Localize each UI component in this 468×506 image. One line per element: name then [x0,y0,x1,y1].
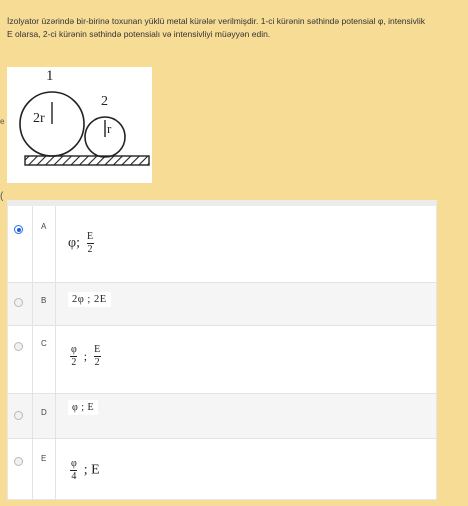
option-c-fraction-1-numerator: φ [71,344,77,355]
option-c-answer [68,344,103,369]
option-c-separator: ; [83,349,88,363]
insulator-base [25,156,149,165]
option-b-radio[interactable] [14,298,23,307]
edge-mark-top: e [0,117,5,126]
option-a-letter: A [41,222,47,231]
option-e-fraction-denominator: 4 [71,471,77,482]
option-d-letter: D [41,408,47,417]
option-a-phi: φ; [68,235,80,251]
option-d-radio[interactable] [14,411,23,420]
option-e-fraction [70,458,78,483]
option-e-tail: ; E [83,462,100,478]
option-a-fraction-denominator: 2 [87,244,93,255]
option-a-answer [68,231,96,256]
answer-options [7,200,437,500]
edge-mark-mid: ( [0,191,4,202]
sphere-1-radius-label: 2r [33,111,45,126]
option-row-a[interactable] [8,206,436,283]
option-c-radio[interactable] [14,342,23,351]
option-d-answer: φ ; E [68,400,98,415]
option-b-letter: B [41,296,47,305]
question-figure [7,67,152,183]
option-c-fraction-1 [70,344,78,369]
sphere-1-label: 1 [46,68,54,84]
question-text: İzolyator üzərində bir-birinə toxunan yüklü metal kürələr verilmişdir. 1-ci kürənin səthində potensial φ, intensivlik E olarsa, 2-ci kürənin səthində potensialı və intensivliyi müəyyən edin. [7,16,425,39]
sphere-2-radius-label: r [107,121,112,136]
option-e-letter: E [41,454,47,463]
option-c-fraction-1-denominator: 2 [71,357,77,368]
option-a-radio[interactable] [14,225,23,234]
spheres-diagram [7,67,152,183]
option-e-radio[interactable] [14,457,23,466]
option-row-e[interactable] [8,439,436,500]
option-row-c[interactable] [8,326,436,394]
option-b-answer: 2φ ; 2E [68,292,111,307]
option-row-d[interactable] [8,394,436,439]
option-c-fraction-2-numerator: E [94,344,101,355]
option-a-fraction-numerator: E [86,231,94,242]
option-c-fraction-2-denominator: 2 [94,357,100,368]
option-c-letter: C [41,339,47,348]
question-panel [0,0,468,200]
option-a-fraction [86,231,94,256]
option-e-fraction-numerator: φ [71,458,77,469]
option-row-b[interactable] [8,283,436,326]
option-e-answer [68,458,100,483]
option-c-fraction-2 [93,344,101,369]
sphere-2-label: 2 [101,94,108,109]
